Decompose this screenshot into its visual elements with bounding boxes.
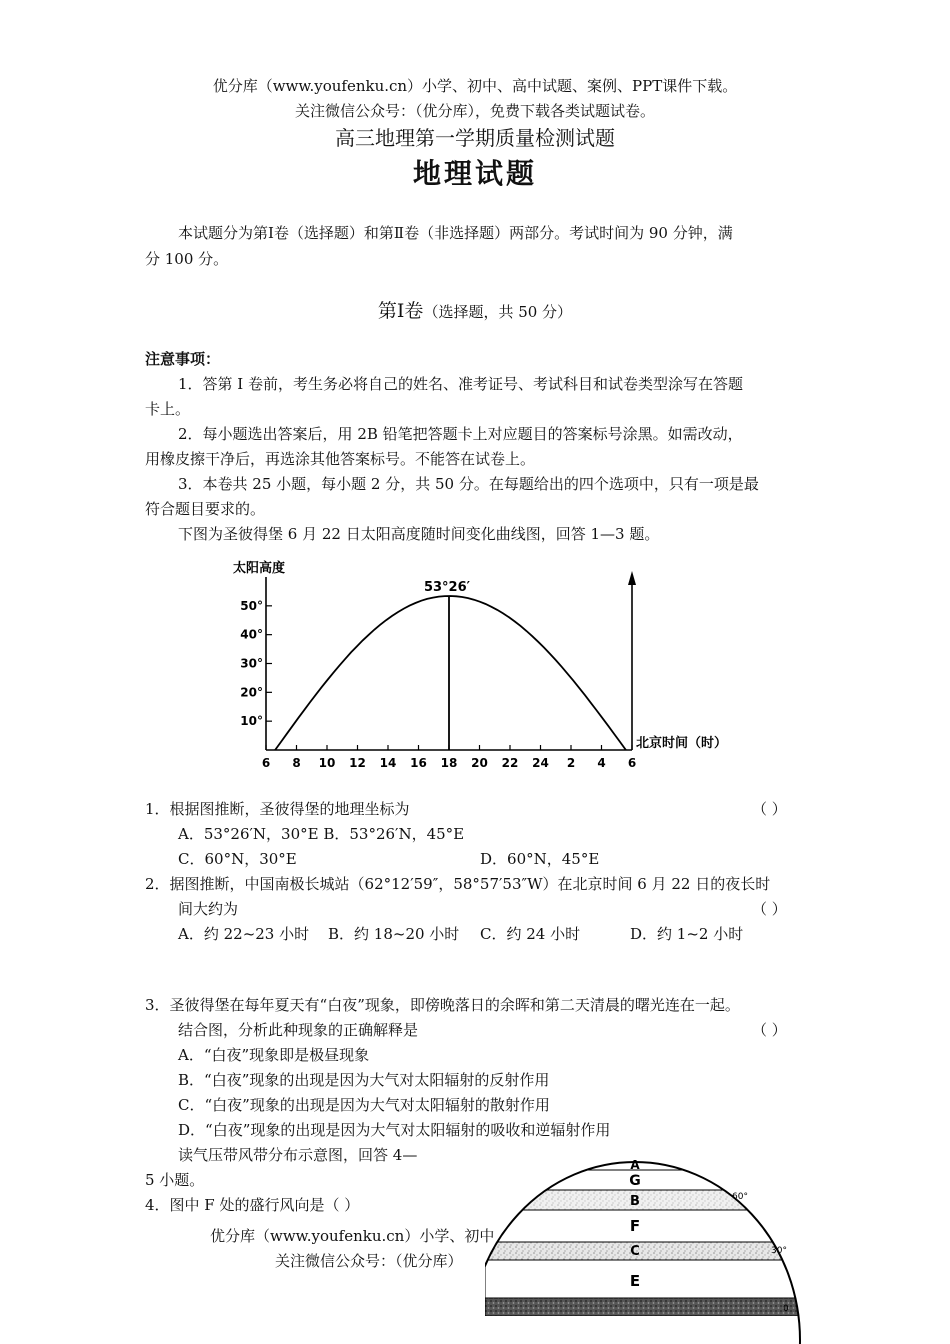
q1-option-c: C．60°N，30°E [178,850,297,868]
q2-stem-2: 间大约为 [178,900,239,918]
x-tick-label: 6 [261,756,271,770]
x-tick-label: 6 [627,756,637,770]
x-tick-label: 20 [471,756,488,770]
header-line-1: 优分库（www.youfenku.cn）小学、初中、高中试题、案例、PPT课件下载。 [212,77,738,95]
lat-label-30: 30° [771,1246,787,1256]
x-tick-label: 8 [292,756,301,770]
q3-answer-paren: （ ） [752,1021,787,1039]
q45-intro-1: 读气压带风带分布示意图，回答 4— [178,1146,418,1164]
footer-line-2: 关注微信公众号：（优分库） [275,1252,463,1270]
q1-option-ab: A．53°26′N，30°E B．53°26′N，45°E [178,825,465,843]
belt-label-a: A [630,1158,640,1172]
belt-label-g: G [629,1173,641,1189]
x-tick-label: 16 [410,756,427,770]
y-axis-label: 太阳高度 [233,561,286,576]
section-heading [0,296,950,323]
note-1b: 卡上。 [145,400,191,418]
q2-option-a: A．约 22~23 小时 [178,925,310,943]
exam-title: 地理试题 [412,157,537,190]
x-tick-label: 14 [379,756,397,770]
x-tick-label: 24 [532,756,549,770]
section-sub: （选择题，共 50 分） [423,303,573,321]
peak-label: 53°26′ [423,579,471,595]
belt-label-c: C [630,1244,640,1259]
q4-stem: 4．图中 F 处的盛行风向是（ ） [145,1196,360,1214]
belt-g [485,1170,805,1190]
x-axis-label: 北京时间（时） [636,736,728,751]
belt-e [485,1260,805,1298]
note-2a: 2．每小题选出答案后，用 2B 铅笔把答题卡上对应题目的答案标号涂黑。如需改动， [178,425,743,443]
sun-altitude-curve [275,596,626,750]
belt-label-b: B [630,1194,640,1209]
q2-option-c: C．约 24 小时 [480,925,581,943]
y-tick-label: 50° [240,598,263,613]
intro-line-2: 分 100 分。 [145,250,229,268]
lat-label-60: 60° [732,1192,748,1202]
x-tick-label: 12 [349,756,366,770]
q3-option-a: A．“白夜”现象即是极昼现象 [178,1046,370,1064]
belt-equator [485,1298,805,1316]
notes-heading: 注意事项： [145,350,221,368]
belt-label-f: F [629,1217,641,1235]
q2-option-d: D．约 1~2 小时 [630,925,744,943]
note-2b: 用橡皮擦干净后，再选涂其他答案标号。不能答在试卷上。 [145,450,536,468]
y-tick-label: 20° [240,685,263,700]
belt-f [485,1210,805,1242]
q2-option-b: B．约 18~20 小时 [328,925,460,943]
y-tick-label: 40° [240,627,263,642]
note-3a: 3．本卷共 25 小题，每小题 2 分，共 50 分。在每题给出的四个选项中，只有一项是最 [178,475,759,493]
note-1a: 1．答第 I 卷前，考生务必将自己的姓名、准考证号、考试科目和试卷类型涂写在答题 [178,375,744,393]
sun-altitude-chart [220,555,740,770]
belt-label-e: E [629,1272,641,1290]
q2-stem: 2．据图推断，中国南极长城站（62°12′59″，58°57′53″W）在北京时间 6 月 22 日的夜长时 [145,875,771,893]
x-tick-label: 10 [318,756,336,770]
pressure-belt-diagram [485,1150,805,1344]
exam-subtitle: 高三地理第一学期质量检测试题 [335,126,615,150]
header-line-2: 关注微信公众号：（优分库），免费下载各类试题试卷。 [294,102,655,120]
footer-line-1: 优分库（www.youfenku.cn）小学、初中 [210,1227,495,1245]
q3-stem-2: 结合图，分析此种现象的正确解释是 [178,1021,419,1039]
y-tick-label: 10° [240,714,263,729]
q3-option-d: D．“白夜”现象的出现是因为大气对太阳辐射的吸收和逆辐射作用 [178,1121,611,1139]
q1-option-d: D．60°N，45°E [480,850,600,868]
q1-answer-paren: （ ） [752,800,787,818]
y-tick-label: 30° [240,656,263,671]
section-main: 第Ⅰ卷 [377,300,424,322]
q3-stem: 3．圣彼得堡在每年夏天有“白夜”现象，即傍晚落日的余晖和第二天清晨的曙光连在一起。 [145,996,740,1014]
q45-intro-2: 5 小题。 [145,1171,205,1189]
intro-line-1: 本试题分为第Ⅰ卷（选择题）和第Ⅱ卷（非选择题）两部分。考试时间为 90 分钟，满 [178,224,733,242]
arrow-head [628,571,636,585]
q2-answer-paren: （ ） [752,900,787,918]
x-tick-label: 18 [440,756,458,770]
q1-stem: 1．根据图推断，圣彼得堡的地理坐标为 [145,800,410,818]
note-3b: 符合题目要求的。 [145,500,266,518]
belt-c [485,1242,805,1260]
lat-label-0: 0 [783,1304,789,1314]
figure-intro: 下图为圣彼得堡 6 月 22 日太阳高度随时间变化曲线图，回答 1—3 题。 [178,525,660,543]
q3-option-b: B．“白夜”现象的出现是因为大气对太阳辐射的反射作用 [178,1071,550,1089]
q3-option-c: C．“白夜”现象的出现是因为大气对太阳辐射的散射作用 [178,1096,550,1114]
x-tick-label: 2 [566,756,576,770]
x-tick-label: 22 [501,756,519,770]
x-tick-label: 4 [597,756,606,770]
